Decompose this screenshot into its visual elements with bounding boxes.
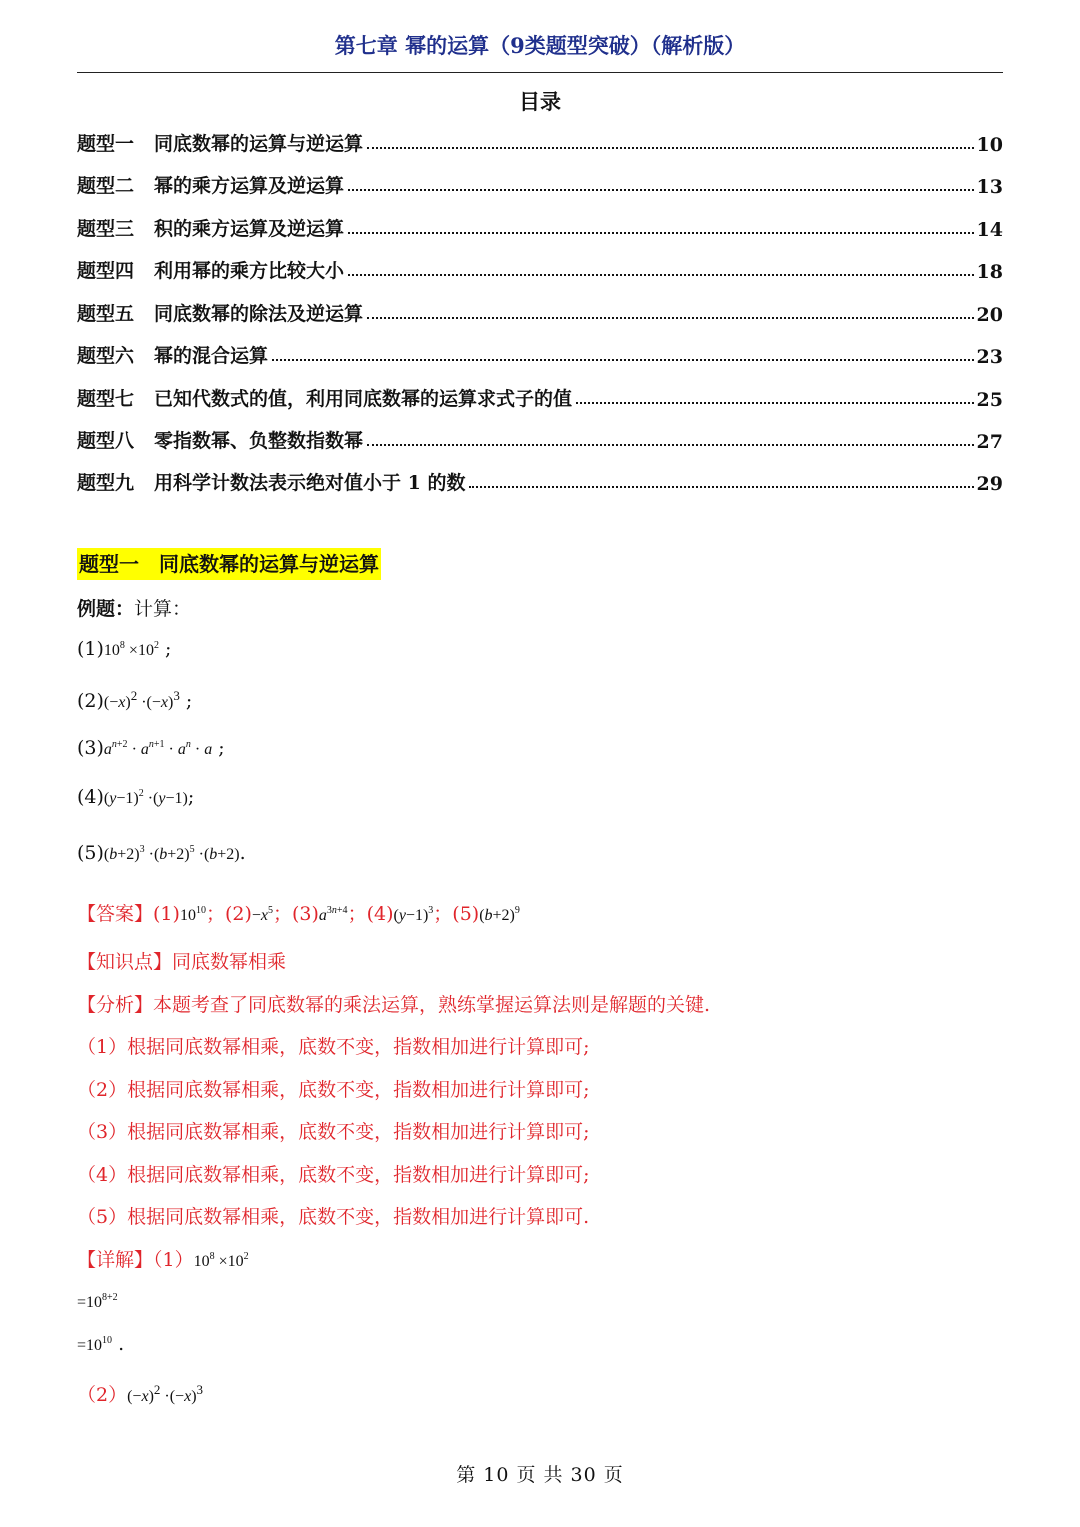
- answer-values: $(1)10^{10}$；$(2)-x^5$；$(3)a^{3n+4}$；$(4)(y-1)^3$；$(5)(b+2)^9$: [153, 903, 520, 925]
- toc-leader-dots: [367, 147, 974, 149]
- analysis-line: [77, 990, 710, 1017]
- header-divider: [77, 72, 1003, 73]
- toc-item-title: 积的乘方运算及逆运算: [154, 218, 345, 240]
- example-intro: [77, 594, 191, 621]
- problem-expression: $(-x)^2 \cdot(-x)^3$: [103, 688, 180, 711]
- toc-item-page: 18: [976, 261, 1003, 283]
- toc-item-page: 23: [976, 346, 1003, 368]
- page-footer: 第 10 页 共 30 页: [456, 1464, 624, 1486]
- problem-expression: $10^8 \times 10^2$: [103, 640, 159, 659]
- answer-line: [77, 899, 520, 926]
- example-label: 例题：: [77, 598, 135, 620]
- problem-expression: $(y-1)^2 \cdot(y-1)$: [103, 788, 188, 807]
- toc-item-page: 13: [976, 176, 1003, 198]
- answer-label: 【答案】: [77, 903, 154, 925]
- detail-part: （1）: [153, 1249, 194, 1271]
- toc-item[interactable]: [77, 338, 1003, 368]
- toc-item-title: 同底数幂的运算与逆运算: [154, 133, 364, 155]
- toc-item-title: 幂的混合运算: [154, 345, 269, 367]
- toc-leader-dots: [348, 232, 974, 234]
- document-header-title: 第七章 幂的运算（9类题型突破）（解析版）: [334, 33, 746, 58]
- analysis-step: （4）根据同底数幂相乘，底数不变，指数相加进行计算即可;: [77, 1164, 590, 1186]
- problem-expression: $(b+2)^3 \cdot(b+2)^5 \cdot(b+2)$: [103, 844, 240, 863]
- problem-number: (2): [77, 690, 104, 712]
- knowledge-label: 【知识点】: [77, 951, 173, 973]
- toc-item-page: 14: [976, 219, 1003, 241]
- toc-leader-dots: [367, 317, 974, 319]
- section-number: 题型一: [79, 552, 139, 576]
- toc-item-number: 题型八: [77, 430, 135, 452]
- problem-number: (1): [77, 638, 104, 660]
- detail-line-2: [77, 1380, 203, 1407]
- detail-expression: $=10^{10}$: [77, 1335, 113, 1354]
- toc-leader-dots: [469, 486, 973, 488]
- problem-3: $(3)a^{n+2} \cdot a^{n+1} \cdot a^n \cdot a$ ;: [77, 737, 225, 759]
- detail-step: $=10^{10}$ .: [77, 1333, 125, 1355]
- detail-label: 【详解】: [77, 1249, 154, 1271]
- analysis-step: （1）根据同底数幂相乘，底数不变，指数相加进行计算即可;: [77, 1036, 590, 1058]
- toc-item-title: 幂的乘方运算及逆运算: [154, 175, 345, 197]
- knowledge-text: 同底数幂相乘: [172, 951, 287, 973]
- toc-item-number: 题型九: [77, 472, 135, 494]
- toc-item-title: 用科学计数法表示绝对值小于 1 的数: [154, 472, 466, 494]
- toc-leader-dots: [272, 359, 974, 361]
- toc-item-number: 题型五: [77, 303, 135, 325]
- problem-number: (5): [77, 842, 104, 864]
- toc-item-title: 利用幂的乘方比较大小: [154, 260, 345, 282]
- problem-5: $(5)(b+2)^3 \cdot(b+2)^5 \cdot(b+2)$.: [77, 842, 246, 864]
- toc-item-number: 题型二: [77, 175, 135, 197]
- analysis-text: 本题考查了同底数幂的乘法运算，熟练掌握运算法则是解题的关键.: [153, 994, 711, 1016]
- toc-item-title: 同底数幂的除法及逆运算: [154, 303, 364, 325]
- toc-item-number: 题型一: [77, 133, 135, 155]
- problem-number: (4): [77, 786, 104, 808]
- toc-item-number: 题型三: [77, 218, 135, 240]
- toc-item[interactable]: [77, 253, 1003, 283]
- section-title: 同底数幂的运算与逆运算: [159, 552, 379, 576]
- toc-item-number: 题型六: [77, 345, 135, 367]
- problem-1: $(1)10^8 \times 10^2$ ;: [77, 638, 172, 660]
- toc-item-title: 零指数幂、负整数指数幂: [154, 430, 364, 452]
- knowledge-line: [77, 947, 286, 974]
- analysis-step: （3）根据同底数幂相乘，底数不变，指数相加进行计算即可;: [77, 1121, 590, 1143]
- problem-4: $(4)(y-1)^2 \cdot(y-1)$;: [77, 786, 195, 808]
- toc-leader-dots: [348, 189, 974, 191]
- toc-item-number: 题型四: [77, 260, 135, 282]
- toc-item-page: 29: [976, 473, 1003, 495]
- problem-number: (3): [77, 737, 104, 759]
- toc-item[interactable]: [77, 423, 1003, 453]
- toc-item[interactable]: [77, 381, 1003, 411]
- toc-item-number: 题型七: [77, 388, 135, 410]
- toc-item-title: 已知代数式的值，利用同底数幂的运算求式子的值: [154, 388, 573, 410]
- detail-expression: $(-x)^2 \cdot(-x)^3$: [127, 1382, 204, 1405]
- toc-item[interactable]: [77, 168, 1003, 198]
- detail-line: [77, 1245, 249, 1272]
- toc-item[interactable]: [77, 296, 1003, 326]
- toc-leader-dots: [367, 444, 974, 446]
- detail-expression: $10^8 \times 10^2$: [193, 1251, 249, 1270]
- problem-expression: $a^{n+2} \cdot a^{n+1} \cdot a^n \cdot a$: [103, 739, 213, 758]
- problem-2: $(2)(-x)^2 \cdot(-x)^3$ ;: [77, 688, 193, 712]
- toc-item-page: 10: [976, 134, 1003, 156]
- detail-step: [77, 1290, 118, 1312]
- toc-title: 目录: [519, 89, 561, 114]
- section-heading: [77, 548, 381, 580]
- example-text: 计算：: [134, 598, 192, 620]
- toc-leader-dots: [348, 274, 974, 276]
- toc-item-page: 20: [976, 304, 1003, 326]
- analysis-label: 【分析】: [77, 994, 154, 1016]
- toc-item-page: 25: [976, 389, 1003, 411]
- toc-item[interactable]: [77, 465, 1003, 495]
- analysis-step: （5）根据同底数幂相乘，底数不变，指数相加进行计算即可.: [77, 1206, 590, 1228]
- toc-item[interactable]: [77, 126, 1003, 156]
- toc-item[interactable]: [77, 211, 1003, 241]
- toc-leader-dots: [576, 402, 974, 404]
- detail-part: （2）: [77, 1384, 128, 1406]
- analysis-step: （2）根据同底数幂相乘，底数不变，指数相加进行计算即可;: [77, 1079, 590, 1101]
- toc-item-page: 27: [976, 431, 1003, 453]
- detail-expression: $=10^{8+2}$: [77, 1292, 118, 1311]
